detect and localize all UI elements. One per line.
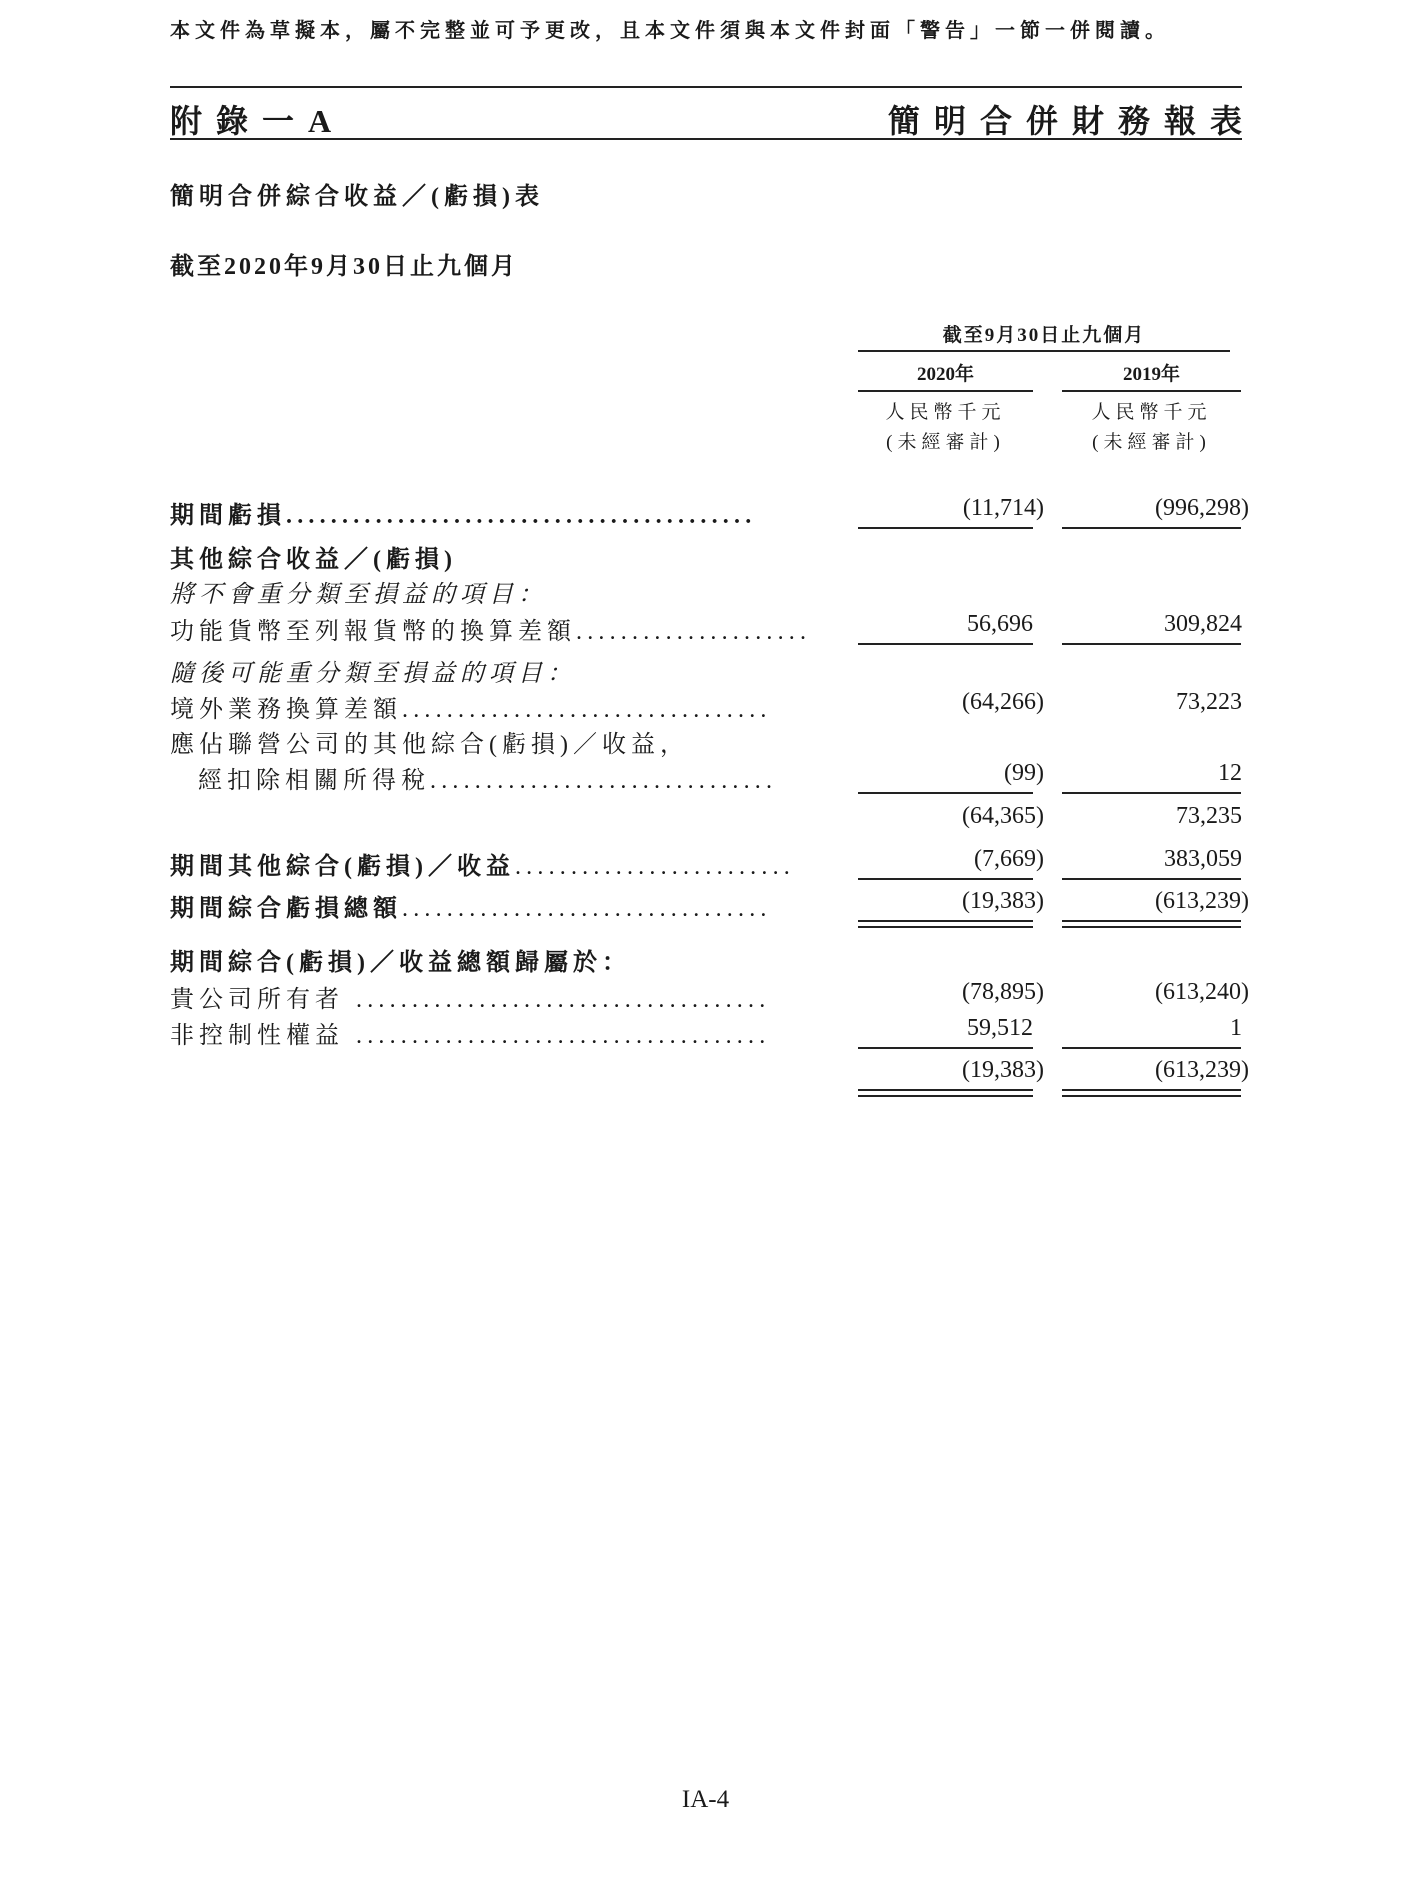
section-title: 簡明合併財務報表 — [887, 103, 1256, 139]
double-underline-2019 — [1062, 920, 1241, 928]
row-label: 經扣除相關所得稅 — [198, 768, 430, 794]
row-label: 非控制性權益 — [170, 1023, 344, 1049]
row-functional-currency-diff — [170, 611, 811, 646]
draft-disclaimer: 本文件為草擬本，屬不完整並可予更改，且本文件須與本文件封面「警告」一節一併閱讀。 — [170, 20, 1170, 42]
row-loss-for-period — [170, 495, 756, 530]
underline-2020 — [858, 1047, 1033, 1049]
value-2019: (996,298) — [1155, 495, 1249, 521]
row-owners — [170, 979, 770, 1014]
total-attributable-2019: (613,239) — [1155, 1057, 1249, 1083]
value-2020: 56,696 — [967, 611, 1033, 637]
dot-leader: ......................... — [514, 854, 795, 880]
column-year-2019: 2019年 — [1122, 364, 1180, 385]
row-label: 期間其他綜合(虧損)／收益 — [170, 854, 515, 880]
row-nci — [170, 1015, 770, 1050]
column-period-header: 截至9月30日止九個月 — [942, 325, 1146, 346]
value-2019: (613,239) — [1155, 888, 1249, 914]
double-underline-2020 — [858, 920, 1033, 928]
row-oci-heading: 其他綜合收益／(虧損) — [170, 547, 457, 573]
value-2020: (19,383) — [962, 888, 1044, 914]
statement-period: 截至2020年9月30日止九個月 — [170, 254, 518, 280]
column-audit-note-2019: (未經審計) — [1092, 432, 1211, 453]
row-total-comprehensive-loss — [170, 888, 772, 923]
column-year-2019-rule — [1062, 390, 1241, 392]
underline-2020 — [858, 643, 1033, 645]
value-2019: 309,824 — [1164, 611, 1242, 637]
subtotal-2020: (64,365) — [962, 803, 1044, 829]
underline-2019 — [1062, 527, 1241, 529]
subtotal-2019: 73,235 — [1176, 803, 1242, 829]
underline-2020 — [858, 527, 1033, 529]
row-associates-oci-line1: 應佔聯營公司的其他綜合(虧損)／收益， — [170, 732, 689, 758]
dot-leader: ................................. — [402, 697, 772, 723]
dot-leader: ................................. — [402, 896, 772, 922]
underline-2019 — [1062, 1047, 1241, 1049]
dot-leader: ..................... — [576, 619, 812, 645]
statement-title: 簡明合併綜合收益／(虧損)表 — [170, 184, 544, 210]
column-currency-2020: 人民幣千元 — [885, 402, 1006, 423]
underline-2020 — [858, 878, 1033, 880]
value-2019: 383,059 — [1164, 846, 1242, 872]
column-year-2020-rule — [858, 390, 1033, 392]
column-period-rule — [858, 350, 1230, 352]
underline-2019 — [1062, 643, 1241, 645]
underline-2019 — [1062, 878, 1241, 880]
double-underline-2019 — [1062, 1089, 1241, 1097]
header-bottom-rule — [170, 138, 1242, 140]
value-2019: (613,240) — [1155, 979, 1249, 1005]
header-top-rule — [170, 86, 1242, 88]
value-2019: 73,223 — [1176, 689, 1242, 715]
row-label: 境外業務換算差額 — [170, 697, 402, 723]
value-2020: (7,669) — [974, 846, 1044, 872]
row-associates-oci-line2 — [198, 760, 777, 795]
double-underline-2020 — [858, 1089, 1033, 1097]
row-label: 期間虧損 — [170, 503, 286, 529]
row-label: 貴公司所有者 — [170, 987, 344, 1013]
row-label: 期間綜合虧損總額 — [170, 896, 402, 922]
row-foreign-ops-diff — [170, 689, 772, 724]
underline-2020 — [858, 792, 1033, 794]
row-label: 功能貨幣至列報貨幣的換算差額 — [170, 619, 576, 645]
value-2020: (99) — [1004, 760, 1044, 786]
total-attributable-2020: (19,383) — [962, 1057, 1044, 1083]
row-may-reclassify-heading: 隨後可能重分類至損益的項目： — [170, 661, 576, 687]
appendix-title: 附錄一A — [170, 103, 346, 139]
row-oci-for-period — [170, 846, 795, 881]
dot-leader: .......................................... — [286, 503, 757, 529]
column-currency-2019: 人民幣千元 — [1091, 402, 1212, 423]
dot-leader: ..................................... — [356, 987, 771, 1013]
page-number: IA-4 — [681, 1786, 730, 1813]
dot-leader: ............................... — [430, 768, 778, 794]
value-2019: 12 — [1218, 760, 1242, 786]
row-attributable-heading: 期間綜合(虧損)／收益總額歸屬於： — [170, 950, 631, 976]
underline-2019 — [1062, 792, 1241, 794]
column-year-2020: 2020年 — [916, 364, 974, 385]
value-2020: (64,266) — [962, 689, 1044, 715]
value-2020: (11,714) — [962, 495, 1044, 521]
value-2020: (78,895) — [962, 979, 1044, 1005]
column-audit-note-2020: (未經審計) — [886, 432, 1005, 453]
value-2019: 1 — [1230, 1015, 1242, 1041]
row-not-reclassified-heading: 將不會重分類至損益的項目： — [170, 582, 547, 608]
dot-leader: ..................................... — [356, 1023, 771, 1049]
value-2020: 59,512 — [967, 1015, 1033, 1041]
